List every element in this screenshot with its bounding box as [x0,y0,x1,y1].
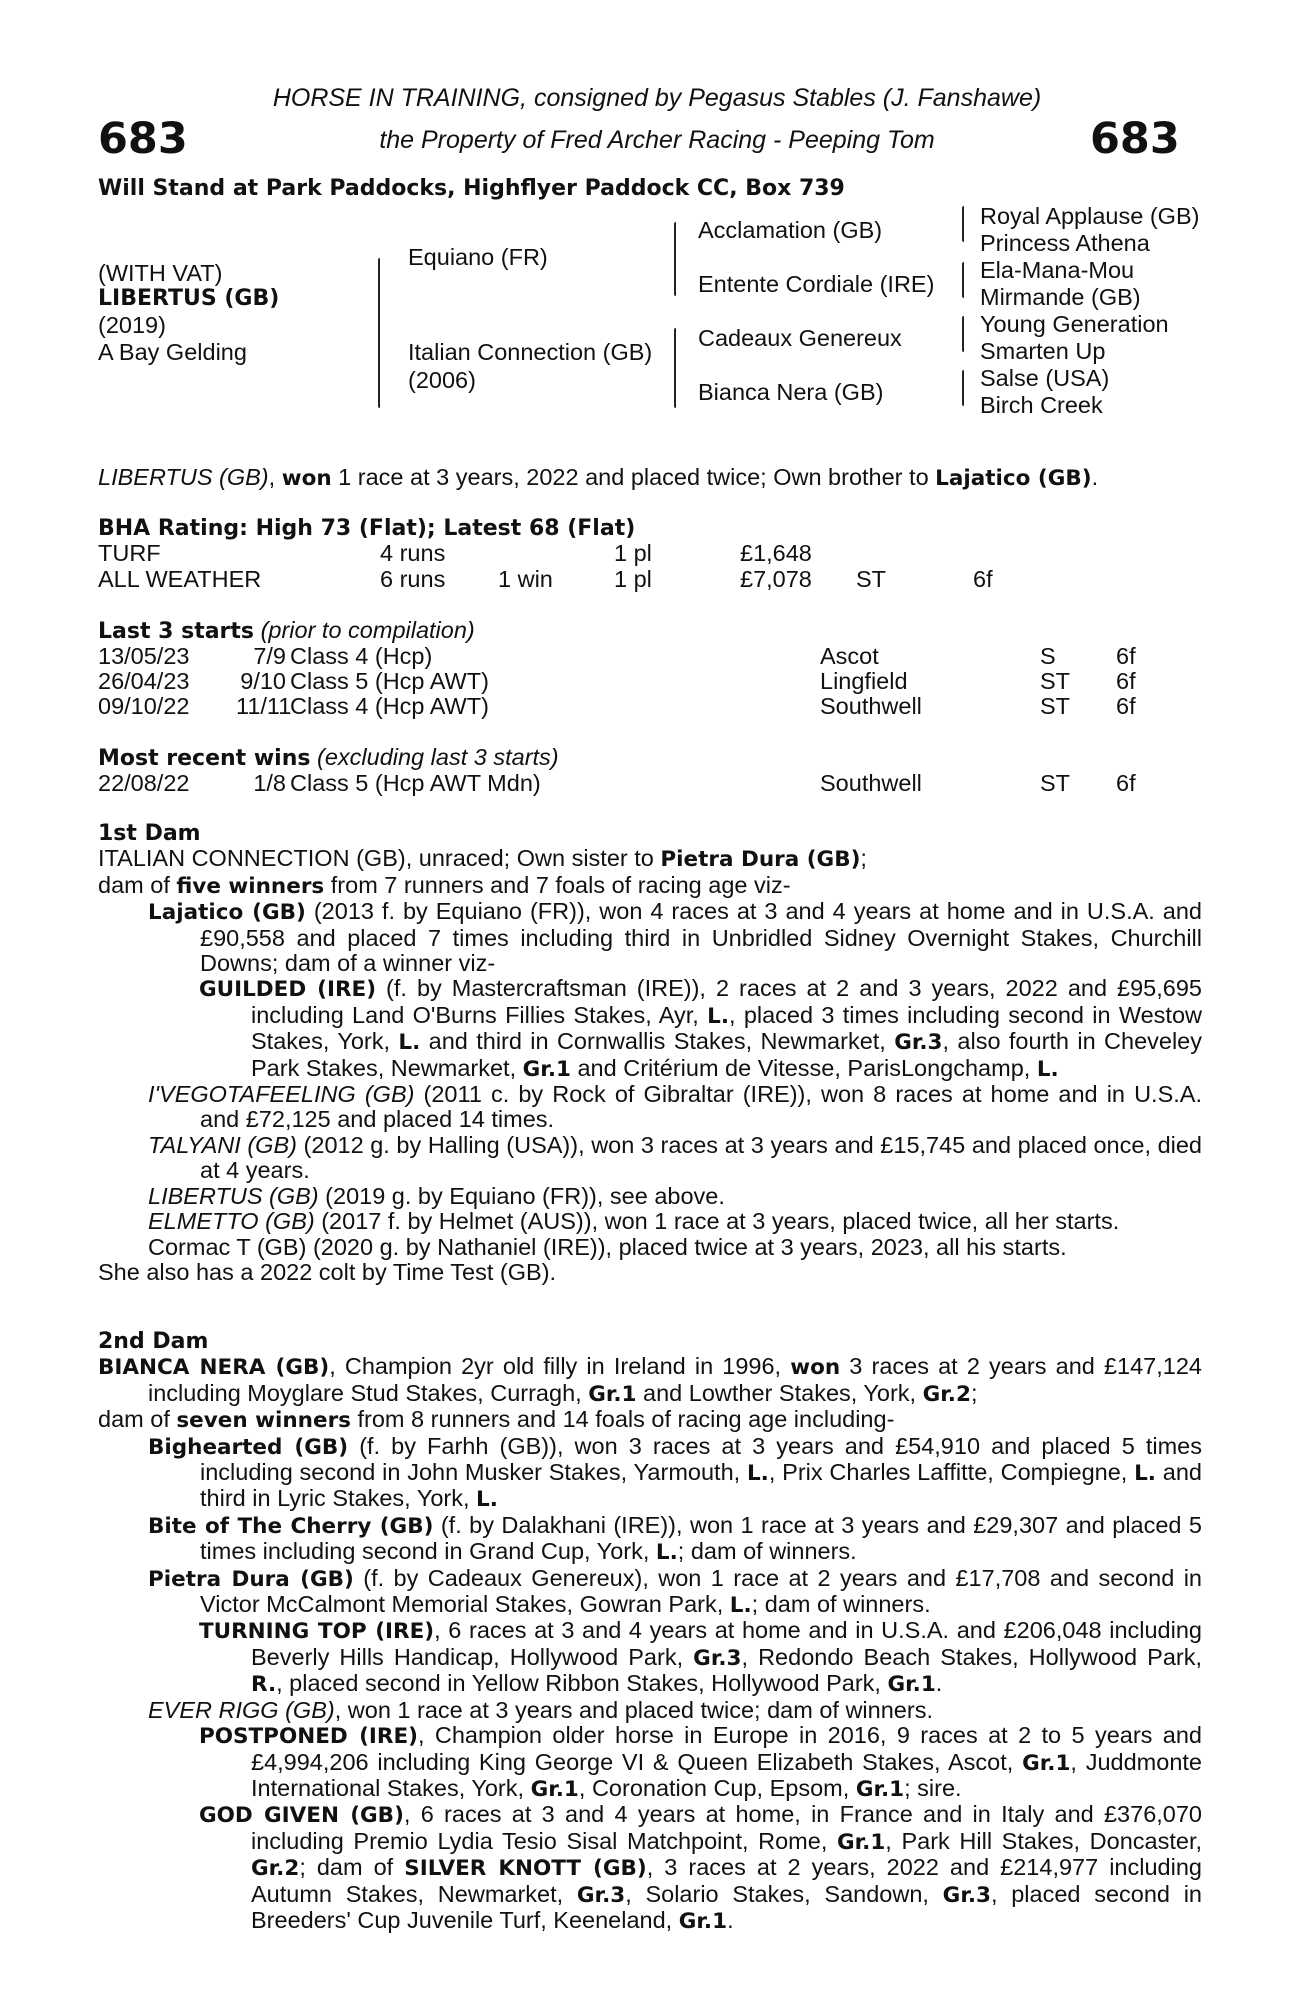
grade: Gr.1 [836,1829,886,1855]
sire-dam: Entente Cordiale (IRE) [698,271,935,297]
progeny-name: LIBERTUS (GB) [148,1182,319,1209]
grade: L. [476,1487,498,1513]
bha-money: £1,648 [740,540,812,566]
summary-end: . [1091,464,1099,490]
text: , placed second in Breeders' Cup Juvenile Turf, Keeneland, [251,1880,1202,1933]
dam-name: Italian Connection (GB) [408,339,653,365]
progeny-name: GUILDED (IRE) [199,977,377,1003]
start-course: Lingfield [820,668,908,694]
bha-runs: 4 runs [380,540,446,566]
bha-pl: 1 pl [614,566,652,592]
bha-surface: ALL WEATHER [98,566,262,592]
text: dam of [98,871,177,898]
horse-description: A Bay Gelding [98,339,247,365]
winner-count: seven winners [176,1408,351,1434]
text: dam of [98,1406,177,1433]
text: ; dam of [299,1854,405,1881]
sire-sire: Acclamation (GB) [698,217,883,243]
text: , also fourth in Cheveley Park Stakes, Newmarket, [251,1028,1202,1081]
progeny-ever-rigg [98,1698,1202,1723]
text: and third in Lyric Stakes, York, [200,1459,1202,1512]
first-dam-line2 [98,873,1202,899]
text: (2017 f. by Helmet (AUS)), won 1 race at 3 years, placed twice, all her starts. [314,1208,1120,1235]
grade: Gr.1 [530,1776,579,1802]
progeny-talyani [98,1133,1202,1184]
pedigree-brace-2b [674,328,676,408]
text: (2012 g. by Halling (USA)), won 3 races at 3 years and £15,745 and placed once, died at 4 years. [200,1131,1202,1184]
horse-year: (2019) [98,312,166,338]
winner-count: five winners [176,873,325,899]
pedigree-brace-1 [378,258,380,408]
text: , placed second in Yellow Ribbon Stakes, Hollywood Park, [276,1670,888,1697]
grade: Gr.1 [1022,1750,1071,1776]
progeny-name: Bighearted (GB) [148,1434,349,1460]
grade: L. [398,1030,421,1056]
text: . [727,1906,734,1933]
win-going: ST [1040,770,1071,796]
start-class: Class 5 (Hcp AWT) [290,668,489,694]
start-course: Southwell [820,693,922,719]
horse-name: LIBERTUS (GB) [98,286,280,311]
start-dist: 6f [1116,693,1136,719]
second-dam-produce [98,1407,1202,1433]
second-dam-title: 2nd Dam [98,1329,209,1354]
progeny-lajatico [98,899,1202,976]
progeny-name: SILVER KNOTT (GB) [404,1856,647,1882]
progeny-name: Bite of The Cherry (GB) [148,1513,434,1539]
progeny-name: POSTPONED (IRE) [199,1724,418,1750]
text: ; dam of winners. [751,1591,931,1618]
text: ; sire. [904,1774,962,1801]
grade: Gr.3 [942,1882,991,1908]
ss-sire: Royal Applause (GB) [980,203,1200,229]
text: , Park Hill Stakes, Doncaster, [885,1827,1203,1854]
second-dam-record [98,1354,1202,1407]
pedigree-brace-2a [674,222,676,296]
bha-runs: 6 runs [380,566,446,592]
win-course: Southwell [820,770,922,796]
grade: Gr.1 [887,1672,936,1698]
win-pos: 1/8 [253,770,286,796]
progeny-bighearted [98,1434,1202,1513]
grade: Gr.1 [588,1381,637,1407]
text: , Prix Charles Laffitte, Compiegne, [768,1459,1135,1486]
grade: L. [1134,1461,1156,1487]
second-dam-section [98,1329,1202,1934]
grade: Gr.3 [576,1882,626,1908]
start-pos: 9/10 [240,668,286,694]
grade: Gr.2 [251,1856,300,1882]
ds-sire: Young Generation [980,311,1169,337]
text: , 6 races at 3 and 4 years at home, in France and in Italy and £376,070 including Premio Lydia Tesio Sisal Matchpoint, Rome, [251,1801,1202,1854]
grade: Gr.3 [894,1030,943,1056]
text: from 8 runners and 14 foals of racing age including- [350,1406,895,1433]
grade: R. [251,1672,277,1698]
horse-vat: (WITH VAT) [98,260,223,286]
grade: Gr.1 [522,1056,571,1082]
progeny-god-given [98,1802,1202,1934]
win-class: Class 5 (Hcp AWT Mdn) [290,770,541,796]
grade: L. [1036,1056,1059,1082]
text: . [935,1670,943,1697]
bha-rating: BHA Rating: High 73 (Flat); Latest 68 (Flat) [98,516,636,541]
progeny-postponed [98,1723,1202,1802]
text: , Solario Stakes, Sandown, [625,1880,943,1907]
text: , placed 3 times including second in Westow Stakes, York, [251,1001,1202,1055]
sd-sire: Ela-Mana-Mou [980,257,1135,283]
grade: L. [729,1593,752,1619]
last3-title: Last 3 starts [98,619,255,644]
dd-sire: Salse (USA) [980,365,1110,391]
text: and Critérium de Vitesse, ParisLongchamp, [570,1054,1037,1081]
colt-note: She also has a 2022 colt by Time Test (GB). [98,1258,557,1285]
progeny-name: I'VEGOTAFEELING (GB) [148,1081,415,1108]
ds-dam: Smarten Up [980,338,1106,364]
text: , Redondo Beach Stakes, Hollywood Park, [741,1643,1203,1670]
start-pos: 7/9 [253,643,286,669]
dd-dam: Birch Creek [980,392,1103,418]
summary-line: LIBERTUS (GB), won 1 race at 3 years, 2022 and placed twice; Own brother to Lajatico (GB). [98,464,1099,491]
progeny-pietra-dura [98,1566,1202,1619]
sister-name: Pietra Dura (GB) [660,847,861,873]
dam-year: (2006) [408,367,476,393]
progeny-name: Pietra Dura (GB) [148,1566,354,1592]
progeny-name: EVER RIGG (GB) [148,1696,335,1723]
progeny-guilded [98,976,1202,1082]
text: ITALIAN CONNECTION (GB), unraced; Own sister to [98,845,661,872]
progeny-ivegotafeeling [98,1082,1202,1133]
win-dist: 6f [1116,770,1136,796]
start-pos: 11/11 [236,693,292,719]
first-dam-section [98,821,1202,1285]
text: (2011 c. by Rock of Gibraltar (IRE)), won 8 races at home and in U.S.A. and £72,125 and placed 14 times. [200,1081,1202,1133]
progeny-bite-of-the-cherry [98,1513,1202,1566]
progeny-cormac: Cormac T (GB) (2020 g. by Nathaniel (IRE)), placed twice at 3 years, 2023, all his starts. [148,1233,1067,1260]
bha-money: £7,078 [740,566,812,592]
start-going: ST [1040,693,1071,719]
progeny-name: ELMETTO (GB) [148,1208,315,1235]
text: ; [970,1379,978,1406]
win-date: 22/08/22 [98,770,190,796]
grade: L. [707,1003,729,1029]
progeny-libertus [98,1184,1202,1209]
dam-dam: Bianca Nera (GB) [698,379,884,405]
start-dist: 6f [1116,643,1136,669]
dam-sire: Cadeaux Genereux [698,325,902,351]
text: , Champion older horse in Europe in 2016, 9 races at 2 to 5 years and £4,994,206 including King George VI & Queen Elizabeth Stakes, Ascot, [251,1722,1202,1775]
recent-wins-heading [98,745,559,771]
recent-wins-note: (excluding last 3 starts) [317,744,559,770]
start-class: Class 4 (Hcp) [290,643,433,669]
bha-pl: 1 pl [614,540,652,566]
progeny-turning-top [98,1618,1202,1697]
text: and Lowther Stakes, York, [636,1379,923,1406]
pedigree-brace-3d [962,370,964,406]
recent-wins-title: Most recent wins [98,746,311,771]
start-going: ST [1040,668,1071,694]
summary-brother: Lajatico (GB) [935,466,1092,491]
grade: L. [746,1461,769,1487]
start-dist: 6f [1116,668,1136,694]
text: , Coronation Cup, Epsom, [578,1774,856,1801]
text: , 3 races at 2 years, 2022 and £214,977 including Autumn Stakes, Newmarket, [251,1854,1202,1907]
summary-text: 1 race at 3 years, 2022 and placed twice; Own brother to [331,464,936,490]
bha-dist: 6f [973,566,993,592]
sire-name: Equiano (FR) [408,244,548,270]
start-date: 09/10/22 [98,693,190,719]
progeny-elmetto [98,1209,1202,1234]
consignor-line: HORSE IN TRAINING, consigned by Pegasus Stables (J. Fanshawe) [272,84,1042,112]
text: , 6 races at 3 and 4 years at home and in U.S.A. and £206,048 including Beverly Hills Handicap, Hollywood Park, [251,1617,1202,1670]
text: (2019 g. by Equiano (FR)), see above. [318,1182,725,1209]
won: won [790,1355,841,1381]
dam-name: BIANCA NERA (GB) [98,1355,330,1381]
first-dam-title: 1st Dam [98,821,201,846]
start-date: 13/05/23 [98,643,190,669]
bha-going: ST [856,566,887,592]
bha-surface: TURF [98,540,161,566]
lot-number-right: 683 [1090,114,1180,164]
start-date: 26/04/23 [98,668,190,694]
text: ; [860,845,867,872]
lot-number-left: 683 [98,114,188,164]
progeny-name: GOD GIVEN (GB) [199,1803,404,1829]
stand-line: Will Stand at Park Paddocks, Highflyer Paddock CC, Box 739 [98,176,845,201]
property-line: the Property of Fred Archer Racing - Peeping Tom [379,126,935,154]
text: (2013 f. by Equiano (FR)), won 4 races at 3 and 4 years at home and in U.S.A. and £90,558 and placed 7 times including third in Unbridled Sidney Overnight Stakes, Churchill Downs; dam of a winner viz- [200,898,1202,977]
text: (f. by Mastercraftsman (IRE)), 2 races at 2 and 3 years, 2022 and £95,695 including Land O'Burns Fillies Stakes, Ayr, [251,975,1202,1028]
pedigree-brace-3b [962,262,964,298]
bha-wins: 1 win [498,566,553,592]
text: , won 1 race at 3 years and placed twice; dam of winners. [334,1696,933,1723]
ss-dam: Princess Athena [980,230,1150,256]
summary-won: won [281,466,332,491]
progeny-name: TURNING TOP (IRE) [199,1619,435,1645]
start-course: Ascot [820,643,879,669]
pedigree-brace-3a [962,206,964,242]
grade: Gr.1 [678,1908,728,1934]
text: 3 races at 2 years and £147,124 including Moyglare Stud Stakes, Curragh, [148,1353,1202,1406]
text: , Juddmonte International Stakes, York, [251,1748,1202,1801]
last3-heading [98,618,475,644]
text: ; dam of winners. [677,1538,857,1565]
text: and third in Cornwallis Stakes, Newmarket, [420,1028,895,1055]
grade: Gr.3 [693,1645,742,1671]
grade: Gr.1 [855,1776,905,1802]
sd-dam: Mirmande (GB) [980,284,1141,310]
first-dam-line1 [98,846,1202,872]
text: (f. by Farhh (GB)), won 3 races at 3 years and £54,910 and placed 5 times including second in John Musker Stakes, Yarmouth, [200,1432,1202,1486]
grade: Gr.2 [922,1381,971,1407]
pedigree-brace-3c [962,316,964,352]
last3-note: (prior to compilation) [260,617,475,643]
start-class: Class 4 (Hcp AWT) [290,693,489,719]
text: (f. by Dalakhani (IRE)), won 1 race at 3 years and £29,307 and placed 5 times including second in Grand Cup, York, [200,1511,1202,1565]
text: , Champion 2yr old filly in Ireland in 1996, [329,1353,791,1380]
progeny-name: Lajatico (GB) [148,900,306,926]
progeny-name: TALYANI (GB) [148,1131,297,1158]
text: from 7 runners and 7 foals of racing age viz- [324,871,791,898]
start-going: S [1040,643,1056,669]
text: (f. by Cadeaux Genereux), won 1 race at 2 years and £17,708 and second in Victor McCalmont Memorial Stakes, Gowran Park, [200,1564,1202,1618]
summary-horse: LIBERTUS (GB) [98,464,269,490]
grade: L. [655,1540,678,1566]
